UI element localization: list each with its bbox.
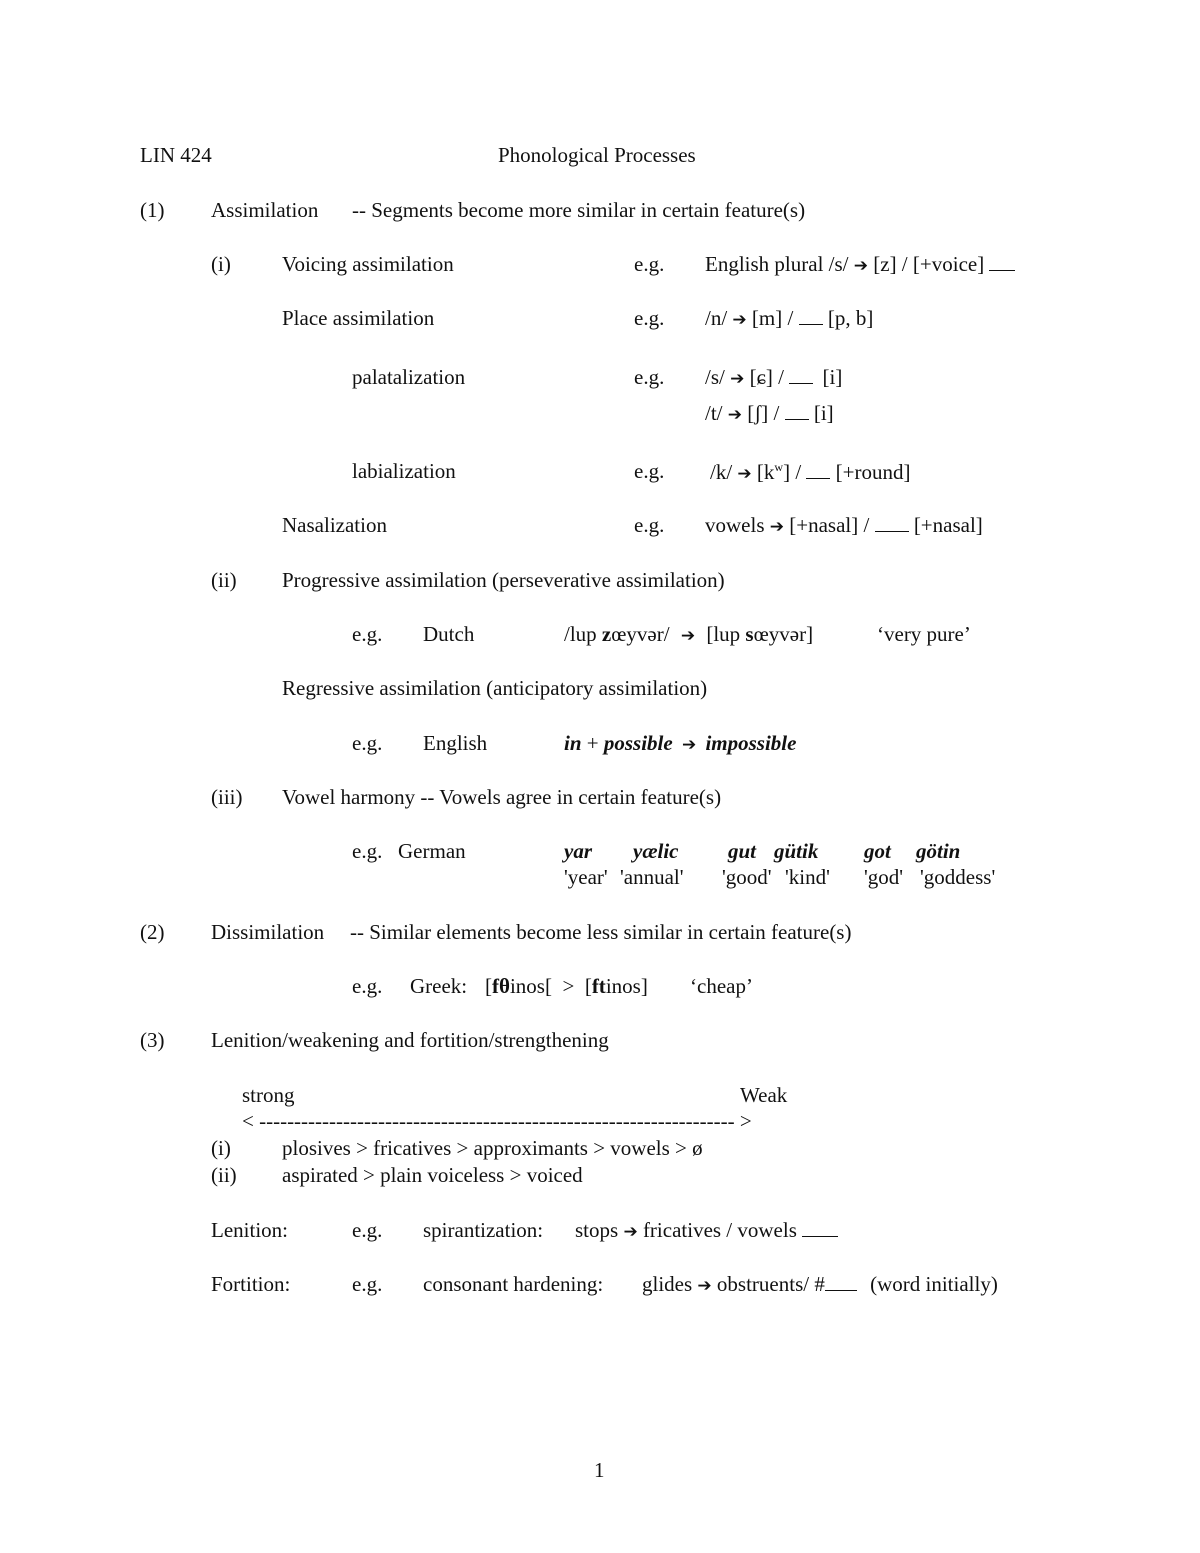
rule-input: vowels (705, 513, 765, 537)
regressive-heading: Regressive assimilation (anticipatory assimilation) (282, 676, 708, 700)
page-title: Phonological Processes (498, 143, 696, 167)
environment-blank (799, 310, 823, 325)
arrow-icon: ➔ (730, 369, 745, 389)
place-rule-context: [p, b] (827, 306, 874, 330)
voicing-rule-output: [z] / [+voice] (873, 252, 985, 276)
dutch-gloss: ‘very pure’ (877, 622, 971, 646)
arrow-icon: ➔ (681, 735, 697, 755)
greek-input-rest: inos[ (509, 974, 552, 998)
rule-output: obstruents/ # (716, 1272, 825, 1296)
arrow-icon: ➔ (732, 310, 747, 330)
german-word: yælic (633, 839, 679, 863)
sub-i-number: (i) (211, 252, 231, 276)
rule-context: [i] (813, 401, 834, 425)
progressive-heading: Progressive assimilation (perseverative assimilation) (282, 568, 725, 592)
dutch-output-a: [lup (706, 622, 741, 646)
dutch-input-b: œyvər/ (611, 622, 670, 646)
environment-blank (789, 369, 813, 384)
section-1-definition: -- Segments become more similar in certain feature(s) (352, 198, 806, 222)
german-eg: e.g. (352, 839, 383, 863)
greek-output-rest: inos] (605, 974, 648, 998)
rule-note: (word initially) (870, 1272, 998, 1296)
rule-context: [+nasal] (913, 513, 983, 537)
lenition-name: spirantization: (423, 1218, 544, 1242)
hierarchy-i-number: (i) (211, 1136, 231, 1160)
rule-input: /t/ (705, 401, 723, 425)
dutch-input-a: /lup (564, 622, 597, 646)
labial-superscript: w (774, 460, 784, 474)
fortition-name: consonant hardening: (423, 1272, 604, 1296)
dutch-output-b: œyvər] (753, 622, 814, 646)
strength-scale: < -------------------------------------------------------------------- > (242, 1109, 752, 1133)
german-gloss: 'god' (864, 865, 904, 889)
rule-output: [ʃ] / (747, 401, 780, 425)
german-gloss: 'year' (564, 865, 608, 889)
environment-blank (825, 1276, 857, 1291)
section-2-title: Dissimilation (211, 920, 325, 944)
rule-output: [ɕ] / (749, 365, 784, 389)
arrow-icon: ➔ (853, 256, 868, 276)
bracket: [ (584, 974, 592, 998)
dutch-input-target: z (601, 622, 612, 646)
arrow-icon: ➔ (769, 517, 784, 537)
section-2-number: (2) (140, 920, 165, 944)
german-word: yar (564, 839, 592, 863)
palatalization-label: palatalization (352, 365, 466, 389)
result-word: impossible (705, 731, 797, 755)
palatalization-rule-2 (705, 403, 834, 424)
greek-language: Greek: (410, 974, 468, 998)
greek-cluster-output: ft (591, 974, 606, 998)
bracket: [ (485, 974, 492, 998)
labialization-rule (710, 461, 911, 483)
dutch-language: Dutch (423, 622, 475, 646)
place-rule-output: [m] / (751, 306, 794, 330)
greek-eg: e.g. (352, 974, 383, 998)
german-gloss: 'goddess' (920, 865, 996, 889)
lenition-eg: e.g. (352, 1218, 383, 1242)
stem-word: possible (603, 731, 673, 755)
prefix-word: in (564, 731, 582, 755)
environment-blank (806, 464, 830, 479)
arrow-icon: ➔ (737, 464, 752, 484)
place-rule-input: /n/ (705, 306, 728, 330)
german-gloss: 'good' (722, 865, 772, 889)
environment-blank (875, 517, 909, 532)
rule-output-slash: ] / (783, 460, 802, 484)
palatalization-eg: e.g. (634, 365, 665, 389)
rule-context: [i] (822, 365, 843, 389)
rule-input: /k/ (710, 460, 733, 484)
arrow-icon: ➔ (680, 626, 696, 646)
german-word: got (864, 839, 891, 863)
voicing-label: Voicing assimilation (282, 252, 454, 276)
rule-input: glides (642, 1272, 693, 1296)
section-1-number: (1) (140, 198, 165, 222)
scale-strong-label: strong (242, 1083, 295, 1107)
arrow-icon: ➔ (727, 405, 743, 425)
labialization-eg: e.g. (634, 459, 665, 483)
rule-context: [+round] (835, 460, 911, 484)
fortition-rule (642, 1274, 998, 1295)
hierarchy-ii-text: aspirated > plain voiceless > voiced (282, 1163, 583, 1187)
greek-example (485, 976, 648, 997)
voicing-eg: e.g. (634, 252, 665, 276)
greater-than: > (562, 974, 575, 998)
arrow-icon: ➔ (697, 1276, 712, 1296)
rule-output-base: [k (756, 460, 775, 484)
vowel-harmony-heading: Vowel harmony -- Vowels agree in certain feature(s) (282, 785, 722, 809)
english-eg: e.g. (352, 731, 383, 755)
arrow-icon: ➔ (623, 1222, 638, 1242)
labialization-label: labialization (352, 459, 456, 483)
section-2-definition: -- Similar elements become less similar in certain feature(s) (350, 920, 852, 944)
german-language: German (398, 839, 466, 863)
place-label: Place assimilation (282, 306, 435, 330)
environment-blank (785, 405, 809, 420)
lenition-label: Lenition: (211, 1218, 288, 1242)
english-language: English (423, 731, 488, 755)
fortition-label: Fortition: (211, 1272, 291, 1296)
dutch-output-target: s (745, 622, 754, 646)
dutch-eg: e.g. (352, 622, 383, 646)
german-word: gütik (774, 839, 819, 863)
hierarchy-ii-number: (ii) (211, 1163, 237, 1187)
place-eg: e.g. (634, 306, 665, 330)
sub-iii-number: (iii) (211, 785, 243, 809)
rule-output (757, 460, 801, 484)
hierarchy-i-text: plosives > fricatives > approximants > vowels > ø (282, 1136, 703, 1160)
palatalization-rule-1 (705, 367, 842, 388)
section-3-number: (3) (140, 1028, 165, 1052)
page-number: 1 (594, 1458, 605, 1482)
rule-output: [+nasal] / (789, 513, 870, 537)
rule-input: stops (575, 1218, 619, 1242)
greek-cluster-input: fθ (492, 974, 510, 998)
environment-blank (989, 256, 1015, 271)
german-word: gut (728, 839, 757, 863)
lenition-rule (575, 1220, 838, 1241)
greek-gloss: ‘cheap’ (690, 974, 753, 998)
rule-input: /s/ (705, 365, 725, 389)
english-example (564, 733, 796, 754)
nasalization-label: Nasalization (282, 513, 387, 537)
rule-output: fricatives / vowels (642, 1218, 797, 1242)
course-code: LIN 424 (140, 143, 212, 167)
section-1-title: Assimilation (211, 198, 319, 222)
sub-ii-number: (ii) (211, 568, 237, 592)
place-rule (705, 308, 873, 329)
nasalization-rule (705, 515, 983, 536)
plus-sign: + (586, 731, 599, 755)
scale-weak-label: Weak (740, 1083, 788, 1107)
german-gloss: 'annual' (620, 865, 684, 889)
fortition-eg: e.g. (352, 1272, 383, 1296)
voicing-rule (705, 254, 1015, 275)
german-word: götin (916, 839, 961, 863)
german-gloss: 'kind' (785, 865, 830, 889)
nasalization-eg: e.g. (634, 513, 665, 537)
dutch-example (564, 624, 813, 645)
voicing-rule-input: English plural /s/ (705, 252, 849, 276)
section-3-title: Lenition/weakening and fortition/strengthening (211, 1028, 609, 1052)
environment-blank (802, 1222, 838, 1237)
